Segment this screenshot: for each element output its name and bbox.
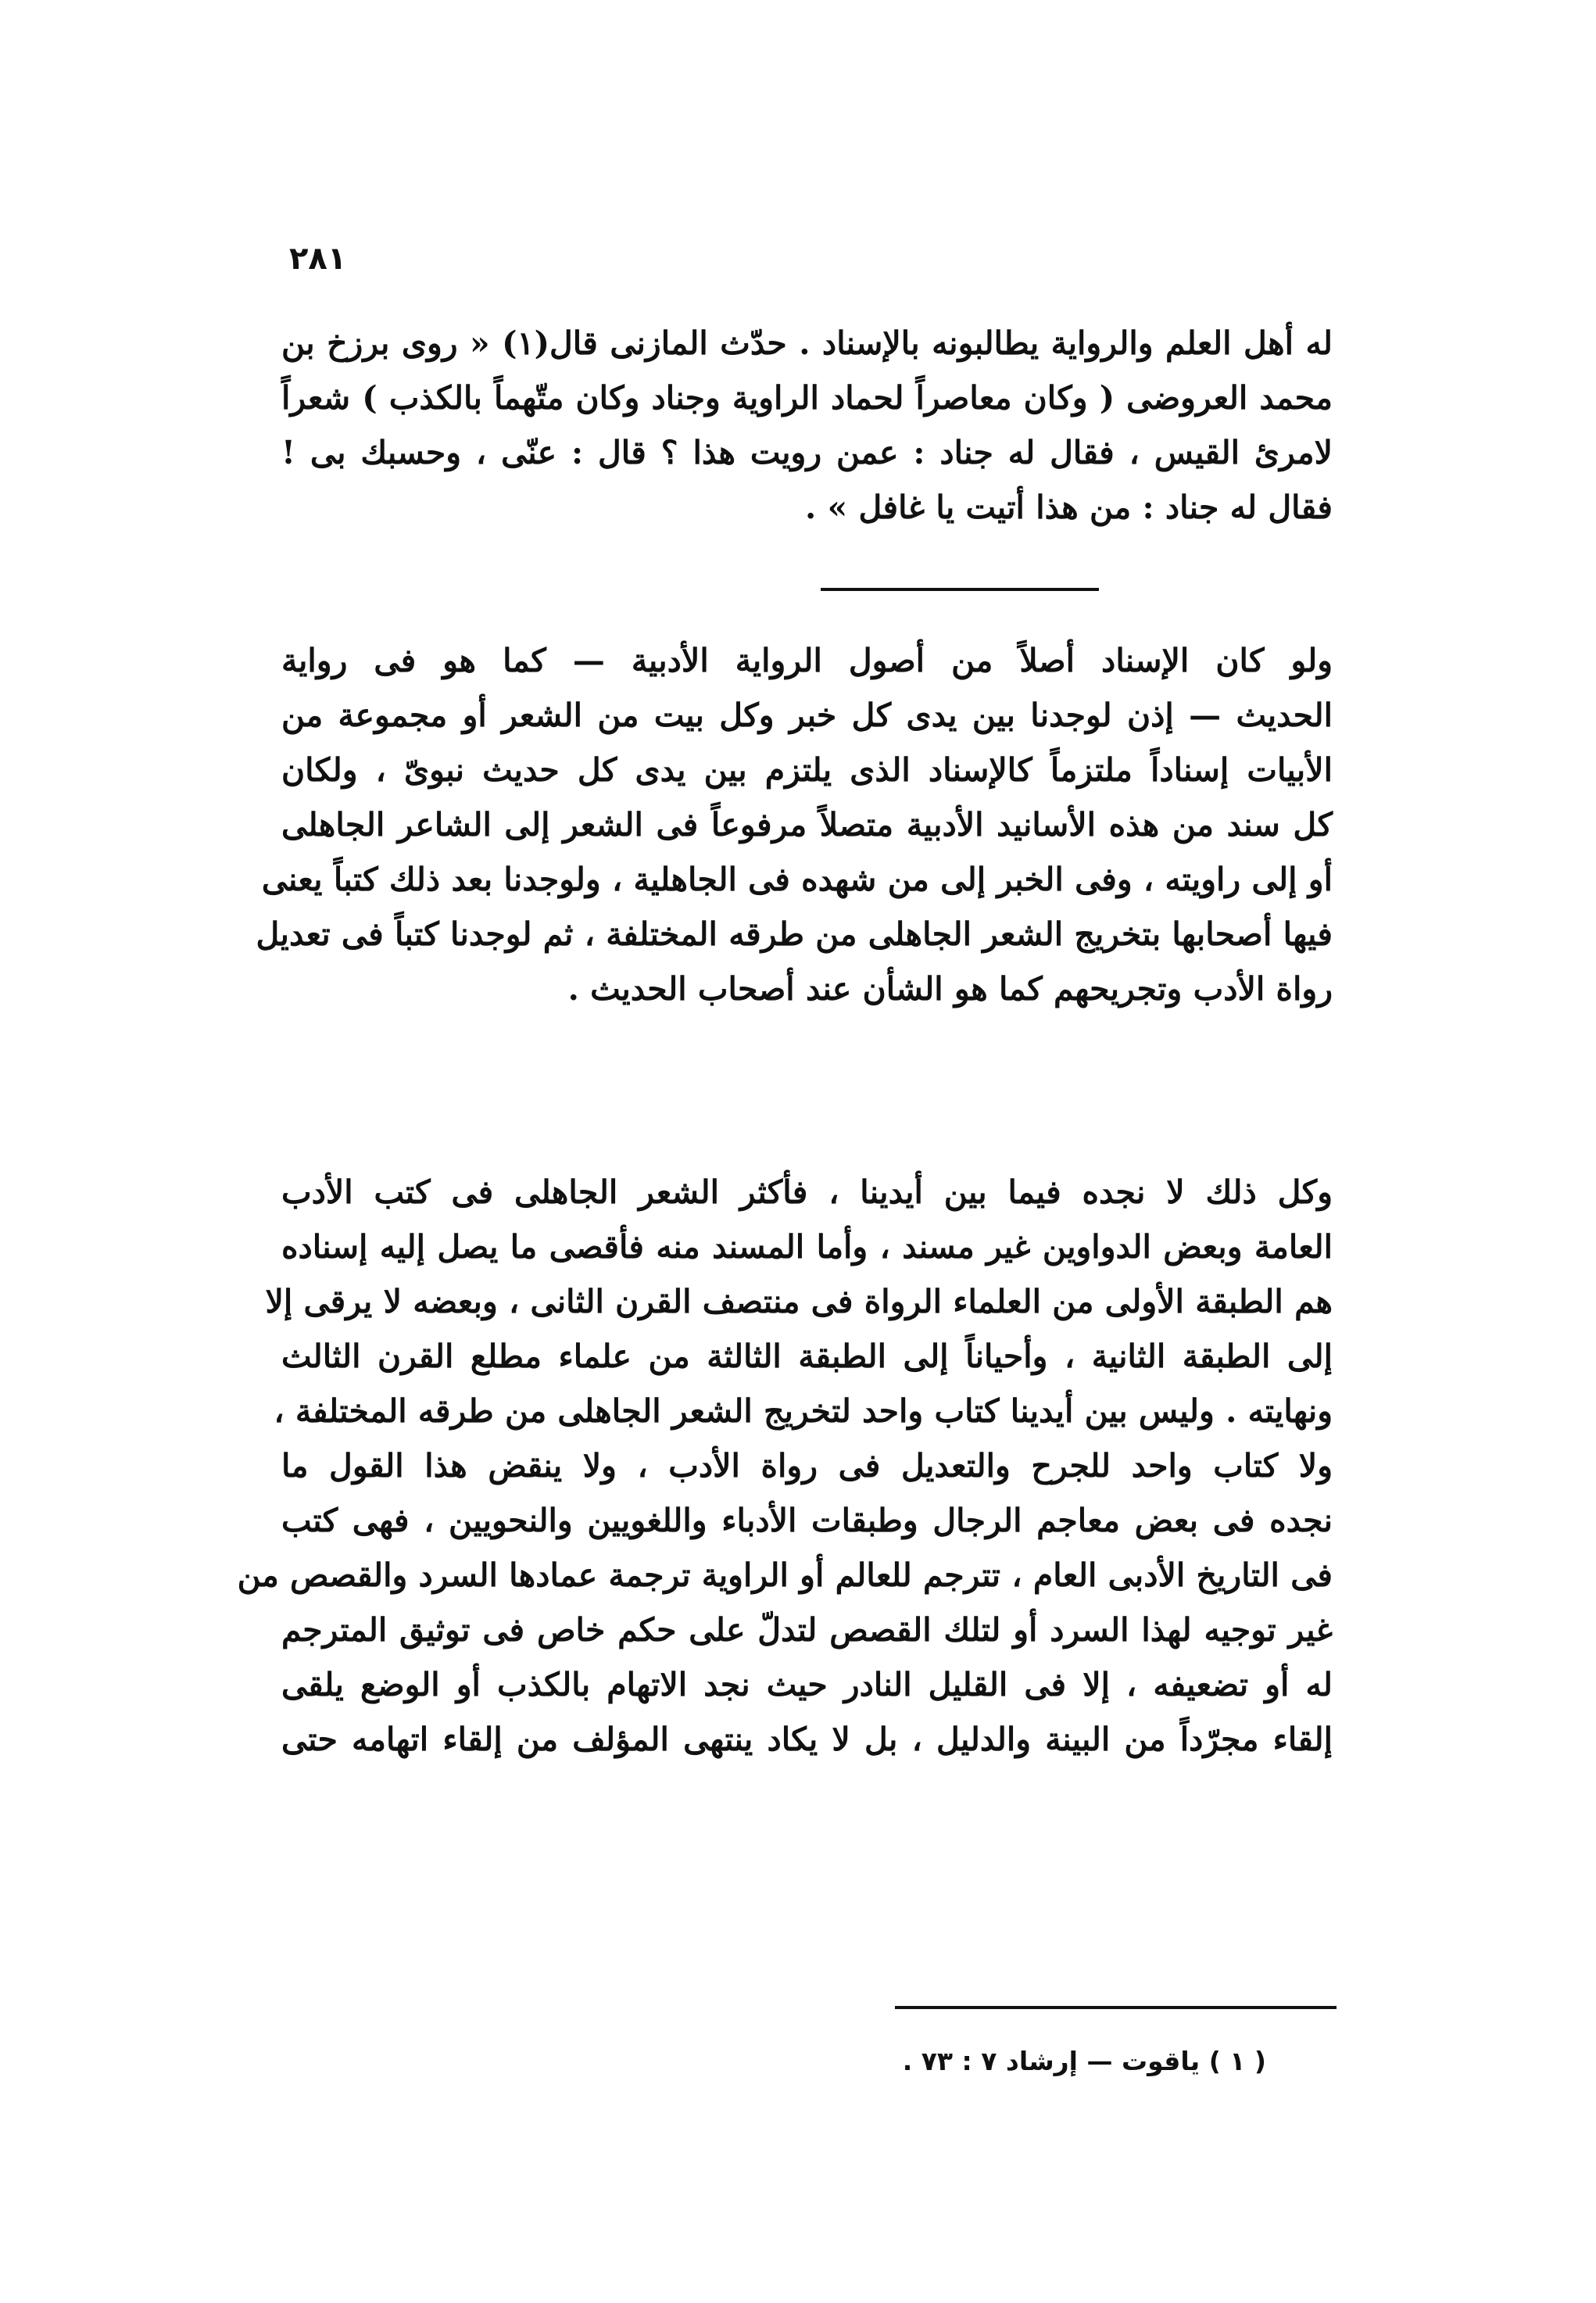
footnote-divider <box>895 2006 1337 2009</box>
text-line: لامرئ القيس ، فقال له جناد : عمن رويت هذا ؟ قال : عنّى ، وحسبك بى ! <box>281 434 1333 471</box>
text-line: له أو تضعيفه ، إلا فى القليل النادر حيث نجد الاتهام بالكذب أو الوضع يلقى <box>281 1666 1333 1703</box>
text-line: فقال له جناد : من هذا أتيت يا غافل » . <box>805 489 1333 526</box>
text-line: الحديث — إذن لوجدنا بين يدى كل خبر وكل بيت من الشعر أو مجموعة من <box>281 697 1333 734</box>
text-line: وكل ذلك لا نجده فيما بين أيدينا ، فأكثر الشعر الجاهلى فى كتب الأدب <box>281 1173 1333 1211</box>
text-line: أو إلى راويته ، وفى الخبر إلى من شهده فى الجاهلية ، ولوجدنا بعد ذلك كتباً يعنى <box>261 861 1333 898</box>
paragraph-isnad <box>256 633 1333 1016</box>
paragraph-sources <box>237 1165 1333 1767</box>
text-line: الأبيات إسناداً ملتزماً كالإسناد الذى يلتزم بين يدى كل حديث نبوىّ ، ولكان <box>281 751 1333 789</box>
page-number: ٢٨١ <box>289 241 347 277</box>
text-line: كل سند من هذه الأسانيد الأدبية متصلاً مرفوعاً فى الشعر إلى الشاعر الجاهلى <box>281 806 1333 843</box>
text-line: هم الطبقة الأولى من العلماء الرواة فى منتصف القرن الثانى ، وبعضه لا يرقى إلا <box>265 1283 1333 1320</box>
text-line: رواة الأدب وتجريحهم كما هو الشأن عند أصحاب الحديث . <box>567 970 1333 1008</box>
text-line: ولو كان الإسناد أصلاً من أصول الرواية الأدبية — كما هو فى رواية <box>281 642 1333 679</box>
text-line: إلقاء مجرّداً من البينة والدليل ، بل لا يكاد ينتهى المؤلف من إلقاء اتهامه حتى <box>281 1721 1333 1758</box>
text-line: ولا كتاب واحد للجرح والتعديل فى رواة الأدب ، ولا ينقض هذا القول ما <box>281 1447 1333 1485</box>
text-line: إلى الطبقة الثانية ، وأحياناً إلى الطبقة الثالثة من علماء مطلع القرن الثالث <box>281 1338 1333 1375</box>
paragraph-quote <box>281 316 1333 535</box>
text-line: له أهل العلم والرواية يطالبونه بالإسناد . حدّث المازنى قال(١) « روى برزخ بن <box>281 324 1333 362</box>
text-line: غير توجيه لهذا السرد أو لتلك القصص لتدلّ على حكم خاص فى توثيق المترجم <box>281 1611 1333 1649</box>
text-line: فى التاريخ الأدبى العام ، تترجم للعالم أو الراوية ترجمة عمادها السرد والقصص من <box>237 1556 1333 1594</box>
text-line: فيها أصحابها بتخريج الشعر الجاهلى من طرقه المختلفة ، ثم لوجدنا كتباً فى تعديل <box>256 915 1333 953</box>
text-line: ونهايته . وليس بين أيدينا كتاب واحد لتخريج الشعر الجاهلى من طرقه المختلفة ، <box>274 1392 1333 1430</box>
text-line: نجده فى بعض معاجم الرجال وطبقات الأدباء واللغويين والنحويين ، فهى كتب <box>281 1502 1333 1539</box>
text-line: محمد العروضى ( وكان معاصراً لحماد الراوية وجناد وكان متّهماً بالكذب ) شعراً <box>281 379 1333 417</box>
footnote: ( ١ ) ياقوت — إرشاد ٧ : ٧٣ . <box>902 2046 1266 2076</box>
text-line: العامة وبعض الدواوين غير مسند ، وأما المسند منه فأقصى ما يصل إليه إسناده <box>281 1228 1333 1266</box>
handwritten-underline <box>821 588 1099 591</box>
